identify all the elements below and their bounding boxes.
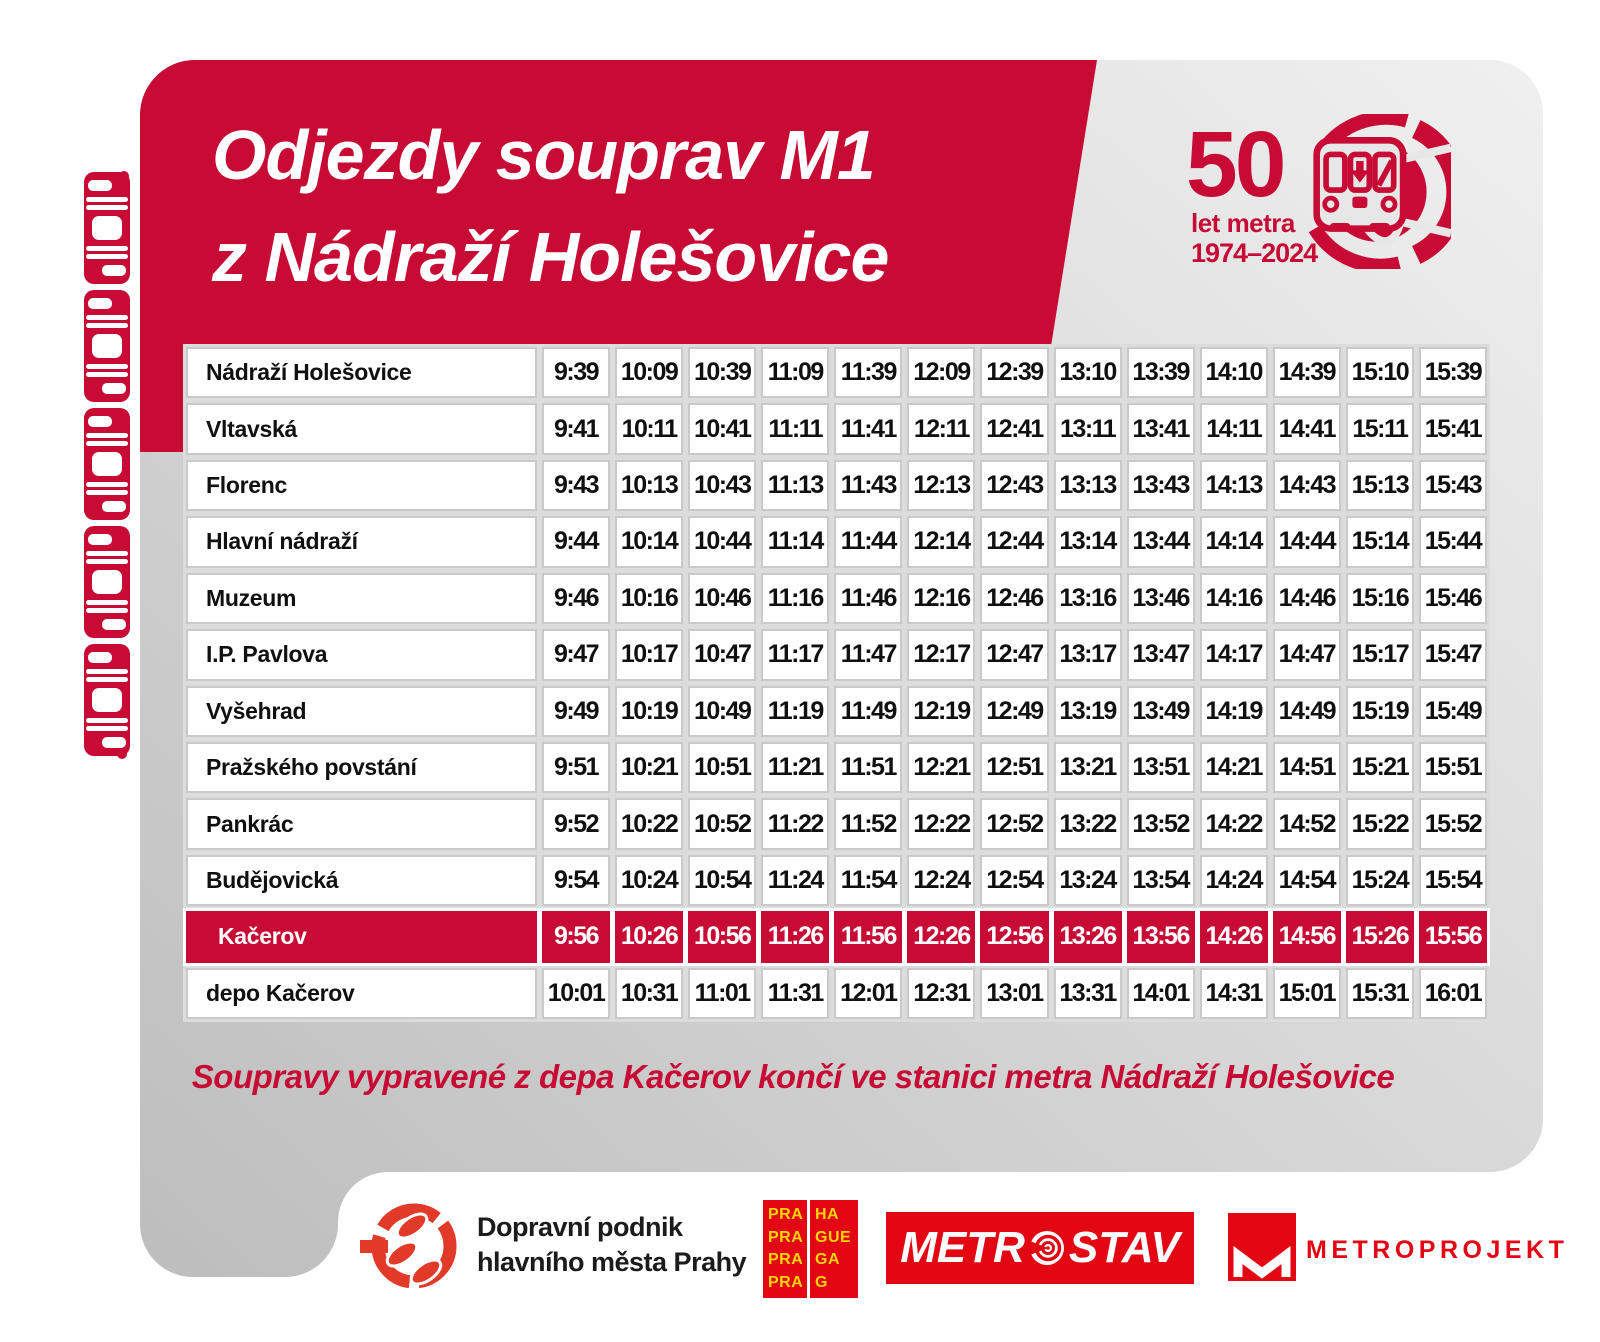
time-cell: 13:14 [1054,516,1122,567]
time-cell: 10:31 [615,968,683,1019]
time-cell: 15:19 [1346,686,1414,737]
time-cell: 14:16 [1200,573,1268,624]
time-cell: 11:24 [761,855,829,906]
time-cell: 14:41 [1273,403,1341,454]
anniversary-years: 1974–2024 [1191,238,1318,268]
time-cell: 13:47 [1127,629,1195,680]
train-car [84,172,130,284]
time-cell: 11:51 [834,742,902,793]
time-cell: 14:01 [1127,968,1195,1019]
anniversary-50: 50 [1186,112,1284,216]
time-cell: 11:17 [761,629,829,680]
time-cell: 13:52 [1127,798,1195,849]
time-cell: 11:09 [761,347,829,398]
time-cell: 9:47 [542,629,610,680]
time-cell: 13:22 [1054,798,1122,849]
station-cell: Vyšehrad [186,686,537,737]
time-cell: 10:26 [615,911,683,962]
time-cell: 10:21 [615,742,683,793]
table-row [186,968,1487,1019]
time-cell: 15:01 [1273,968,1341,1019]
metro-train-tunnel-globe-icon [1296,114,1451,269]
time-cell: 12:47 [980,629,1048,680]
time-cell: 12:16 [907,573,975,624]
time-cell: 10:46 [688,573,756,624]
title-line-1: Odjezdy souprav M1 [212,116,875,194]
train-front-icon [1317,140,1403,231]
praha-logo-right-column [810,1200,858,1298]
praha-logo-row: PRA [768,1228,804,1246]
praha-logo [763,1200,858,1298]
table-row [186,347,1487,398]
time-cell: 11:01 [688,968,756,1019]
anniversary-let-metra: let metra [1191,208,1295,238]
time-cell: 15:21 [1346,742,1414,793]
time-cell: 9:49 [542,686,610,737]
time-cell: 12:49 [980,686,1048,737]
praha-logo-row: PRA [768,1251,804,1268]
dpp-line-1: Dopravní podnik [477,1212,683,1242]
dpp-wings-ring-icon [360,1196,460,1296]
time-cell: 11:46 [834,573,902,624]
time-cell: 11:26 [761,911,829,962]
time-cell: 14:17 [1200,629,1268,680]
page-title [212,104,888,308]
station-cell: Florenc [186,460,537,511]
metrostav-text-left: METR [900,1223,1025,1272]
time-cell: 13:39 [1127,347,1195,398]
time-cell: 14:44 [1273,516,1341,567]
time-cell: 13:43 [1127,460,1195,511]
time-cell: 12:19 [907,686,975,737]
praha-logo-row: HA [815,1206,840,1223]
time-cell: 10:56 [688,911,756,962]
time-cell: 14:46 [1273,573,1341,624]
time-cell: 10:51 [688,742,756,793]
time-cell: 12:21 [907,742,975,793]
time-cell: 11:21 [761,742,829,793]
time-cell: 11:47 [834,629,902,680]
time-cell: 11:11 [761,403,829,454]
time-cell: 13:46 [1127,573,1195,624]
time-cell: 12:14 [907,516,975,567]
train-car [84,290,130,402]
timetable [183,344,1490,1022]
time-cell: 10:44 [688,516,756,567]
station-cell: I.P. Pavlova [186,629,537,680]
time-cell: 11:19 [761,686,829,737]
time-cell: 14:47 [1273,629,1341,680]
praha-logo-left-column [763,1200,807,1298]
praha-logo-row: GUE [815,1228,852,1246]
station-cell: Nádraží Holešovice [186,347,537,398]
train-car [84,644,130,756]
time-cell: 12:26 [907,911,975,962]
time-cell: 14:19 [1200,686,1268,737]
time-cell: 12:11 [907,403,975,454]
time-cell: 15:26 [1346,911,1414,962]
time-cell: 14:14 [1200,516,1268,567]
time-cell: 15:31 [1346,968,1414,1019]
time-cell: 15:11 [1346,403,1414,454]
time-cell: 14:43 [1273,460,1341,511]
time-cell: 15:56 [1419,911,1487,962]
table-row [186,911,1487,962]
time-cell: 14:52 [1273,798,1341,849]
time-cell: 12:52 [980,798,1048,849]
metrostav-text-right: STAV [1068,1223,1180,1272]
table-row [186,798,1487,849]
time-cell: 10:24 [615,855,683,906]
time-cell: 13:31 [1054,968,1122,1019]
time-cell: 15:10 [1346,347,1414,398]
time-cell: 15:47 [1419,629,1487,680]
time-cell: 10:13 [615,460,683,511]
table-row [186,855,1487,906]
time-cell: 15:17 [1346,629,1414,680]
m-mark-icon [1228,1213,1296,1281]
time-cell: 13:49 [1127,686,1195,737]
time-cell: 13:26 [1054,911,1122,962]
time-cell: 11:22 [761,798,829,849]
note-text: Soupravy vypravené z depa Kačerov končí ve stanici metra Nádraží Holešovice [191,1058,1395,1095]
station-cell: Pražského povstání [186,742,537,793]
time-cell: 15:22 [1346,798,1414,849]
time-cell: 11:39 [834,347,902,398]
time-cell: 10:47 [688,629,756,680]
time-cell: 15:14 [1346,516,1414,567]
time-cell: 14:39 [1273,347,1341,398]
time-cell: 10:39 [688,347,756,398]
time-cell: 10:14 [615,516,683,567]
station-cell: Pankrác [186,798,537,849]
dpp-logo-text [477,1210,746,1280]
station-cell: Hlavní nádraží [186,516,537,567]
time-cell: 11:41 [834,403,902,454]
time-cell: 13:17 [1054,629,1122,680]
time-cell: 11:44 [834,516,902,567]
table-row [186,403,1487,454]
time-cell: 12:13 [907,460,975,511]
time-cell: 12:09 [907,347,975,398]
time-cell: 14:56 [1273,911,1341,962]
station-cell: Vltavská [186,403,537,454]
praha-logo-row: PRA [768,1206,804,1223]
time-cell: 15:16 [1346,573,1414,624]
table-row [186,686,1487,737]
time-cell: 13:41 [1127,403,1195,454]
time-cell: 10:19 [615,686,683,737]
table-row [186,742,1487,793]
time-cell: 11:43 [834,460,902,511]
time-cell: 9:39 [542,347,610,398]
time-cell: 15:49 [1419,686,1487,737]
praha-logo-row: GA [815,1251,840,1268]
time-cell: 13:24 [1054,855,1122,906]
time-cell: 9:44 [542,516,610,567]
time-cell: 10:11 [615,403,683,454]
title-line-2: z Nádraží Holešovice [212,218,889,296]
time-cell: 12:24 [907,855,975,906]
time-cell: 12:22 [907,798,975,849]
time-cell: 10:22 [615,798,683,849]
metroprojekt-logo-text: METROPROJEKT [1306,1236,1569,1264]
table-row [186,629,1487,680]
time-cell: 13:10 [1054,347,1122,398]
time-cell: 11:13 [761,460,829,511]
time-cell: 13:44 [1127,516,1195,567]
time-cell: 9:43 [542,460,610,511]
table-row [186,516,1487,567]
time-cell: 14:21 [1200,742,1268,793]
tunnel-rings-icon [1027,1228,1067,1268]
time-cell: 11:54 [834,855,902,906]
time-cell: 12:39 [980,347,1048,398]
time-cell: 14:24 [1200,855,1268,906]
train-car [84,408,130,520]
time-cell: 9:51 [542,742,610,793]
time-cell: 13:21 [1054,742,1122,793]
time-cell: 13:56 [1127,911,1195,962]
time-cell: 10:16 [615,573,683,624]
metro-train-side-view-icon [82,168,132,762]
time-cell: 10:49 [688,686,756,737]
praha-logo-row: PRA [768,1273,804,1291]
time-cell: 15:41 [1419,403,1487,454]
table-row [186,573,1487,624]
time-cell: 11:49 [834,686,902,737]
time-cell: 12:43 [980,460,1048,511]
time-cell: 12:54 [980,855,1048,906]
time-cell: 15:13 [1346,460,1414,511]
time-cell: 10:17 [615,629,683,680]
time-cell: 10:09 [615,347,683,398]
time-cell: 14:11 [1200,403,1268,454]
dpp-line-2: hlavního města Prahy [477,1247,747,1277]
station-cell: Budějovická [186,855,537,906]
time-cell: 15:52 [1419,798,1487,849]
time-cell: 11:16 [761,573,829,624]
time-cell: 11:56 [834,911,902,962]
time-cell: 13:16 [1054,573,1122,624]
time-cell: 12:17 [907,629,975,680]
time-cell: 13:19 [1054,686,1122,737]
time-cell: 9:52 [542,798,610,849]
time-cell: 15:24 [1346,855,1414,906]
time-cell: 13:01 [980,968,1048,1019]
time-cell: 15:51 [1419,742,1487,793]
time-cell: 11:52 [834,798,902,849]
time-cell: 15:39 [1419,347,1487,398]
metrostav-logo [886,1212,1194,1284]
time-cell: 13:54 [1127,855,1195,906]
time-cell: 12:31 [907,968,975,1019]
time-cell: 9:41 [542,403,610,454]
time-cell: 14:49 [1273,686,1341,737]
time-cell: 9:54 [542,855,610,906]
station-cell: Muzeum [186,573,537,624]
train-car [84,526,130,638]
time-cell: 16:01 [1419,968,1487,1019]
time-cell: 9:46 [542,573,610,624]
time-cell: 10:41 [688,403,756,454]
time-cell: 14:22 [1200,798,1268,849]
time-cell: 10:43 [688,460,756,511]
time-cell: 12:46 [980,573,1048,624]
time-cell: 14:31 [1200,968,1268,1019]
time-cell: 10:54 [688,855,756,906]
time-cell: 14:13 [1200,460,1268,511]
time-cell: 14:51 [1273,742,1341,793]
time-cell: 15:43 [1419,460,1487,511]
time-cell: 14:26 [1200,911,1268,962]
time-cell: 13:13 [1054,460,1122,511]
time-cell: 12:51 [980,742,1048,793]
time-cell: 12:41 [980,403,1048,454]
station-cell: depo Kačerov [186,968,537,1019]
praha-logo-row: G [815,1273,828,1291]
time-cell: 11:31 [761,968,829,1019]
time-cell: 11:14 [761,516,829,567]
table-row [186,460,1487,511]
time-cell: 15:54 [1419,855,1487,906]
time-cell: 12:01 [834,968,902,1019]
time-cell: 9:56 [542,911,610,962]
time-cell: 14:10 [1200,347,1268,398]
time-cell: 12:56 [980,911,1048,962]
station-cell: Kačerov [186,911,537,962]
time-cell: 14:54 [1273,855,1341,906]
time-cell: 10:01 [542,968,610,1019]
time-cell: 13:51 [1127,742,1195,793]
time-cell: 10:52 [688,798,756,849]
time-cell: 15:44 [1419,516,1487,567]
time-cell: 15:46 [1419,573,1487,624]
time-cell: 12:44 [980,516,1048,567]
time-cell: 13:11 [1054,403,1122,454]
